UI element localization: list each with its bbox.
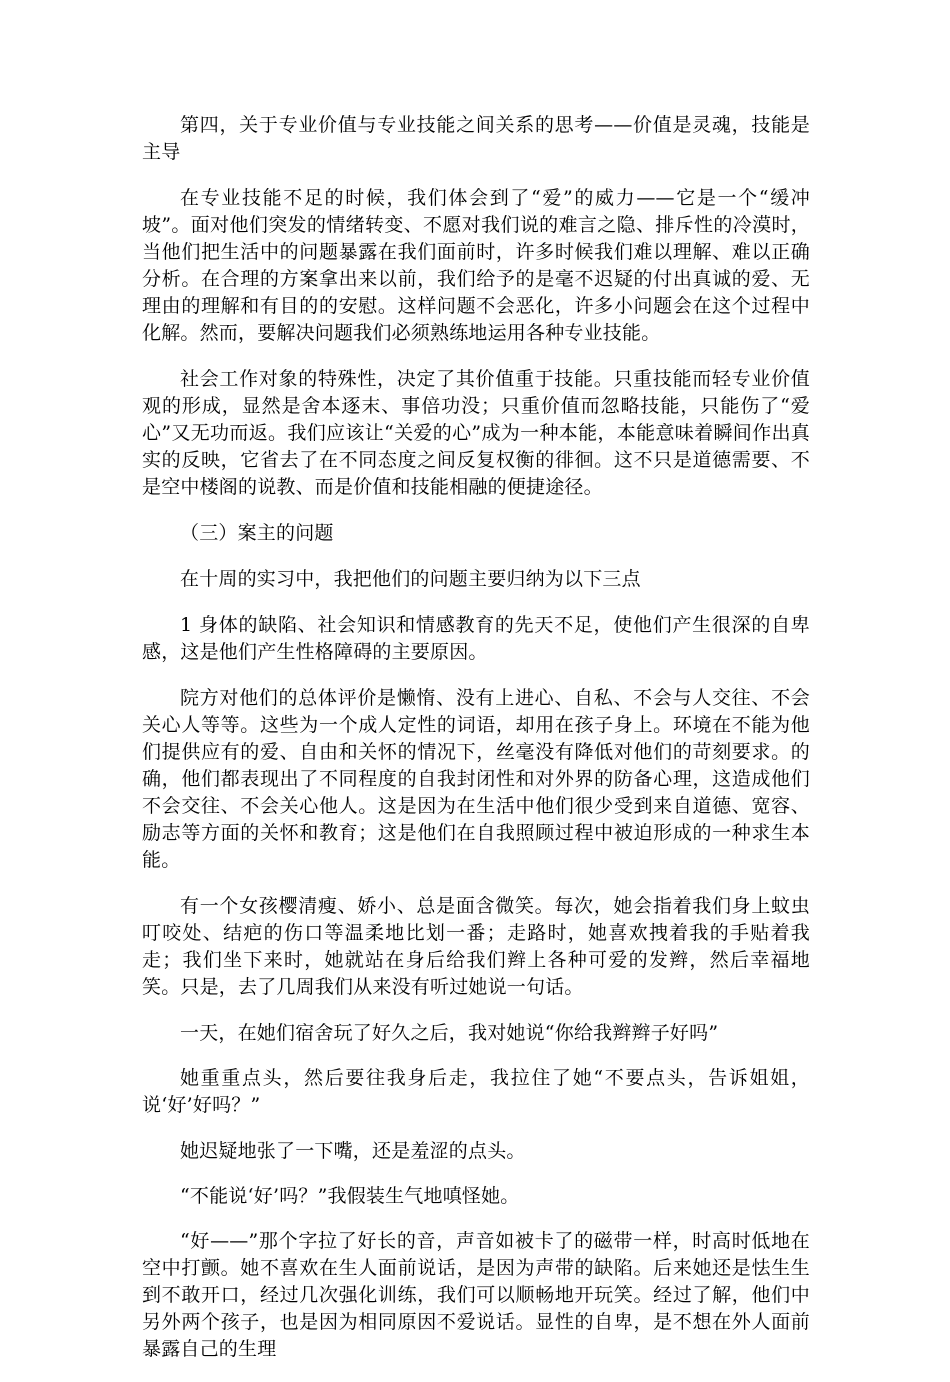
paragraph-client-problems-heading: （三）案主的问题	[180, 522, 334, 544]
paragraph-institution-evaluation: 院方对他们的总体评价是懒惰、没有上进心、自私、不会与人交往、不会关心人等等。这些为一个成人定性的词语，却用在孩子身上。环境在不能为他们提供应有的爱、自由和关怀的情况下，丝毫没有降低对他们的苛刻要求。的确，他们都表现出了不同程度的自我封闭性和对外界的防备心理，这造成他们不会交往、不会关心他人。这是因为在生活中他们很少受到来自道德、宽容、励志等方面的关怀和教育；这是他们在自我照顾过程中被迫形成的一种求生本能。	[142, 687, 810, 871]
paragraph-voice-defect: “好——”那个字拉了好长的音，声音如被卡了的磁带一样，时高时低地在空中打颤。她不喜欢在生人面前说话，是因为声带的缺陷。后来她还是怯生生到不敢开口，经过几次强化训练，我们可以顺畅地开玩笑。经过了解，他们中另外两个孩子，也是因为相同原因不爱说话。显性的自卑，是不想在外人面前暴露自己的生理	[142, 1230, 810, 1360]
paragraph-dialogue-one: 一天，在她们宿舍玩了好久之后，我对她说“你给我辫辫子好吗”	[180, 1022, 719, 1044]
paragraph-love-buffer: 在专业技能不足的时候，我们体会到了“爱”的威力——它是一个“缓冲坡”。面对他们突发的情绪转变、不愿对我们说的难言之隐、排斥性的冷漠时，当他们把生活中的问题暴露在我们面前时，许多时候我们难以理解、难以正确分析。在合理的方案拿出来以前，我们给予的是毫不迟疑的付出真诚的爱、无理由的理解和有目的的安慰。这样问题不会恶化，许多小问题会在这个过程中化解。然而，要解决问题我们必须熟练地运用各种专业技能。	[142, 187, 810, 344]
paragraph-ten-weeks-summary: 在十周的实习中，我把他们的问题主要归纳为以下三点	[180, 568, 641, 590]
paragraph-dialogue-three: 她迟疑地张了一下嘴，还是羞涩的点头。	[180, 1140, 526, 1162]
document-body	[142, 112, 810, 1382]
paragraph-point-one: 1 身体的缺陷、社会知识和情感教育的先天不足，使他们产生很深的自卑感，这是他们产生性格障碍的主要原因。	[142, 614, 810, 663]
paragraph-value-over-skill: 社会工作对象的特殊性，决定了其价值重于技能。只重技能而轻专业价值观的形成，显然是舍本逐末、事倍功没；只重价值而忽略技能，只能伤了“爱心”又无功而返。我们应该让“关爱的心”成为一种本能，本能意味着瞬间作出真实的反映，它省去了在不同态度之间反复权衡的徘徊。这不只是道德需要、不是空中楼阁的说教、而是价值和技能相融的便捷途径。	[142, 368, 810, 498]
paragraph-dialogue-four: “不能说‘好’吗？”我假装生气地嗔怪她。	[180, 1185, 520, 1207]
paragraph-dialogue-two: 她重重点头，然后要往我身后走，我拉住了她“不要点头，告诉姐姐，说‘好’好吗？”	[142, 1067, 810, 1116]
paragraph-section-four-heading: 第四，关于专业价值与专业技能之间关系的思考——价值是灵魂，技能是主导	[142, 114, 810, 163]
paragraph-girl-story: 有一个女孩樱清瘦、娇小、总是面含微笑。每次，她会指着我们身上蚊虫叮咬处、结疤的伤口等温柔地比划一番；走路时，她喜欢拽着我的手贴着我走；我们坐下来时，她就站在身后给我们辫上各种可爱的发辫，然后幸福地笑。只是，去了几周我们从来没有听过她说一句话。	[142, 895, 810, 998]
